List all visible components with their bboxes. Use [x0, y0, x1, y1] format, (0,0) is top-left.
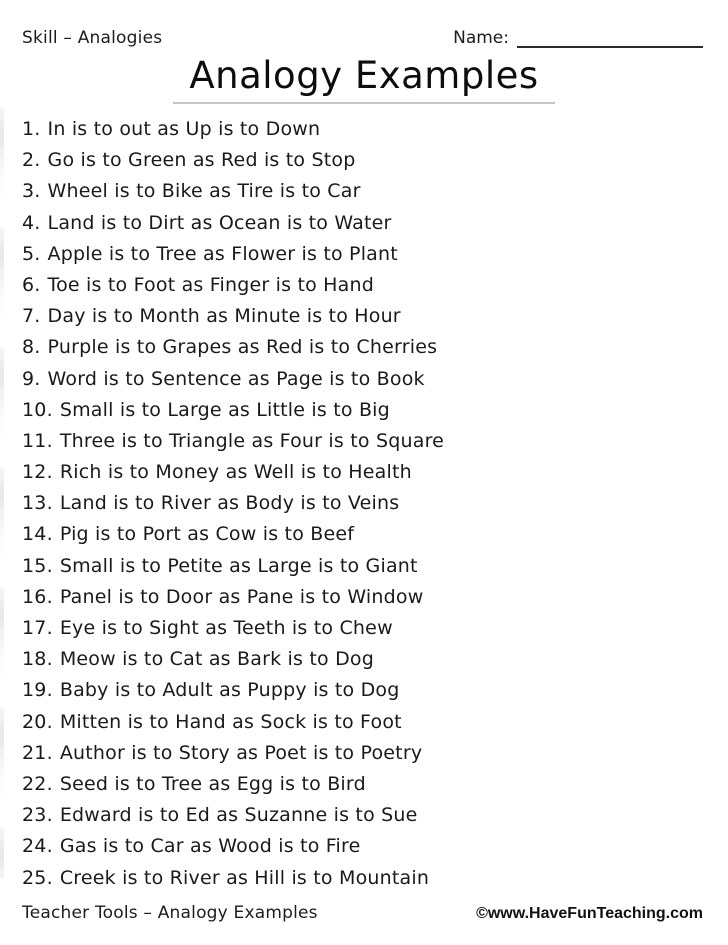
item-text: Word is to Sentence as Page is to Book — [47, 367, 425, 390]
title-wrap — [0, 56, 728, 104]
item-number: 2. — [22, 149, 41, 172]
analogy-item — [22, 519, 708, 550]
worksheet-footer — [22, 903, 703, 923]
analogy-item — [22, 426, 708, 457]
analogy-item — [22, 488, 708, 519]
item-text: Land is to River as Body is to Veins — [59, 492, 400, 515]
footer-series-label: Teacher Tools – Analogy Examples — [22, 903, 318, 923]
item-text: Eye is to Sight as Teeth is to Chew — [59, 617, 393, 639]
item-number: 24. — [22, 835, 53, 858]
analogy-item — [22, 457, 708, 488]
analogy-item — [22, 863, 708, 894]
analogy-list — [22, 114, 708, 894]
item-number: 8. — [22, 336, 41, 359]
footer-copyright: ©www.HaveFunTeaching.com — [476, 905, 703, 922]
item-text: In is to out as Up is to Down — [47, 118, 321, 140]
analogy-item — [22, 395, 708, 426]
analogy-item — [22, 208, 708, 239]
item-number: 9. — [22, 367, 41, 390]
item-text: Land is to Dirt as Ocean is to Water — [47, 211, 392, 234]
analogy-item — [22, 644, 708, 675]
analogy-item — [22, 769, 708, 800]
item-number: 10. — [22, 398, 53, 421]
analogy-item — [22, 301, 708, 332]
name-label: Name: — [453, 28, 509, 48]
name-field-group — [453, 28, 703, 48]
item-number: 7. — [22, 305, 41, 328]
item-number: 20. — [22, 710, 53, 733]
item-text: Baby is to Adult as Puppy is to Dog — [59, 679, 400, 702]
item-number: 5. — [22, 242, 41, 265]
item-number: 15. — [22, 554, 53, 577]
item-number: 3. — [22, 180, 41, 203]
item-text: Wheel is to Bike as Tire is to Car — [47, 180, 361, 203]
item-text: Three is to Triangle as Four is to Square — [59, 429, 445, 452]
analogy-item — [22, 332, 708, 363]
analogy-item — [22, 800, 708, 831]
item-text: Purple is to Grapes as Red is to Cherries — [47, 336, 438, 359]
item-number: 1. — [22, 118, 41, 140]
name-blank-line — [517, 30, 703, 48]
analogy-item — [22, 738, 708, 769]
item-number: 4. — [22, 211, 41, 234]
analogy-item — [22, 707, 708, 738]
analogy-item — [22, 270, 708, 301]
analogy-item — [22, 613, 708, 644]
item-text: Edward is to Ed as Suzanne is to Sue — [59, 804, 418, 827]
item-number: 18. — [22, 648, 53, 671]
item-text: Panel is to Door as Pane is to Window — [59, 585, 424, 608]
item-text: Pig is to Port as Cow is to Beef — [59, 523, 355, 546]
page-title: Analogy Examples — [173, 56, 554, 104]
item-number: 17. — [22, 617, 53, 639]
item-text: Mitten is to Hand as Sock is to Foot — [59, 710, 402, 733]
analogy-item — [22, 675, 708, 706]
worksheet-header — [22, 28, 703, 48]
item-text: Gas is to Car as Wood is to Fire — [59, 835, 361, 858]
item-text: Meow is to Cat as Bark is to Dog — [59, 648, 375, 671]
analogy-item — [22, 831, 708, 862]
analogy-item — [22, 364, 708, 395]
item-number: 25. — [22, 866, 53, 889]
item-text: Toe is to Foot as Finger is to Hand — [47, 273, 374, 296]
analogy-item — [22, 239, 708, 270]
item-number: 19. — [22, 679, 53, 702]
item-number: 22. — [22, 772, 53, 795]
scan-artifact-left-edge — [0, 108, 4, 878]
item-number: 11. — [22, 429, 53, 452]
analogy-item — [22, 582, 708, 613]
item-text: Small is to Large as Little is to Big — [59, 398, 390, 421]
analogy-item — [22, 145, 708, 176]
item-text: Creek is to River as Hill is to Mountain — [59, 866, 430, 889]
item-text: Day is to Month as Minute is to Hour — [47, 305, 401, 328]
item-text: Seed is to Tree as Egg is to Bird — [59, 772, 366, 795]
item-number: 23. — [22, 804, 53, 827]
item-number: 13. — [22, 492, 53, 515]
item-number: 16. — [22, 585, 53, 608]
item-number: 6. — [22, 273, 41, 296]
item-text: Go is to Green as Red is to Stop — [47, 149, 356, 172]
item-text: Author is to Story as Poet is to Poetry — [59, 741, 423, 764]
item-number: 21. — [22, 741, 53, 764]
item-text: Rich is to Money as Well is to Health — [59, 461, 412, 484]
skill-label: Skill – Analogies — [22, 28, 163, 48]
analogy-item — [22, 114, 708, 145]
item-text: Apple is to Tree as Flower is to Plant — [47, 242, 398, 265]
item-text: Small is to Petite as Large is to Giant — [59, 554, 418, 577]
item-number: 12. — [22, 461, 53, 484]
analogy-item — [22, 551, 708, 582]
item-number: 14. — [22, 523, 53, 546]
analogy-item — [22, 176, 708, 207]
